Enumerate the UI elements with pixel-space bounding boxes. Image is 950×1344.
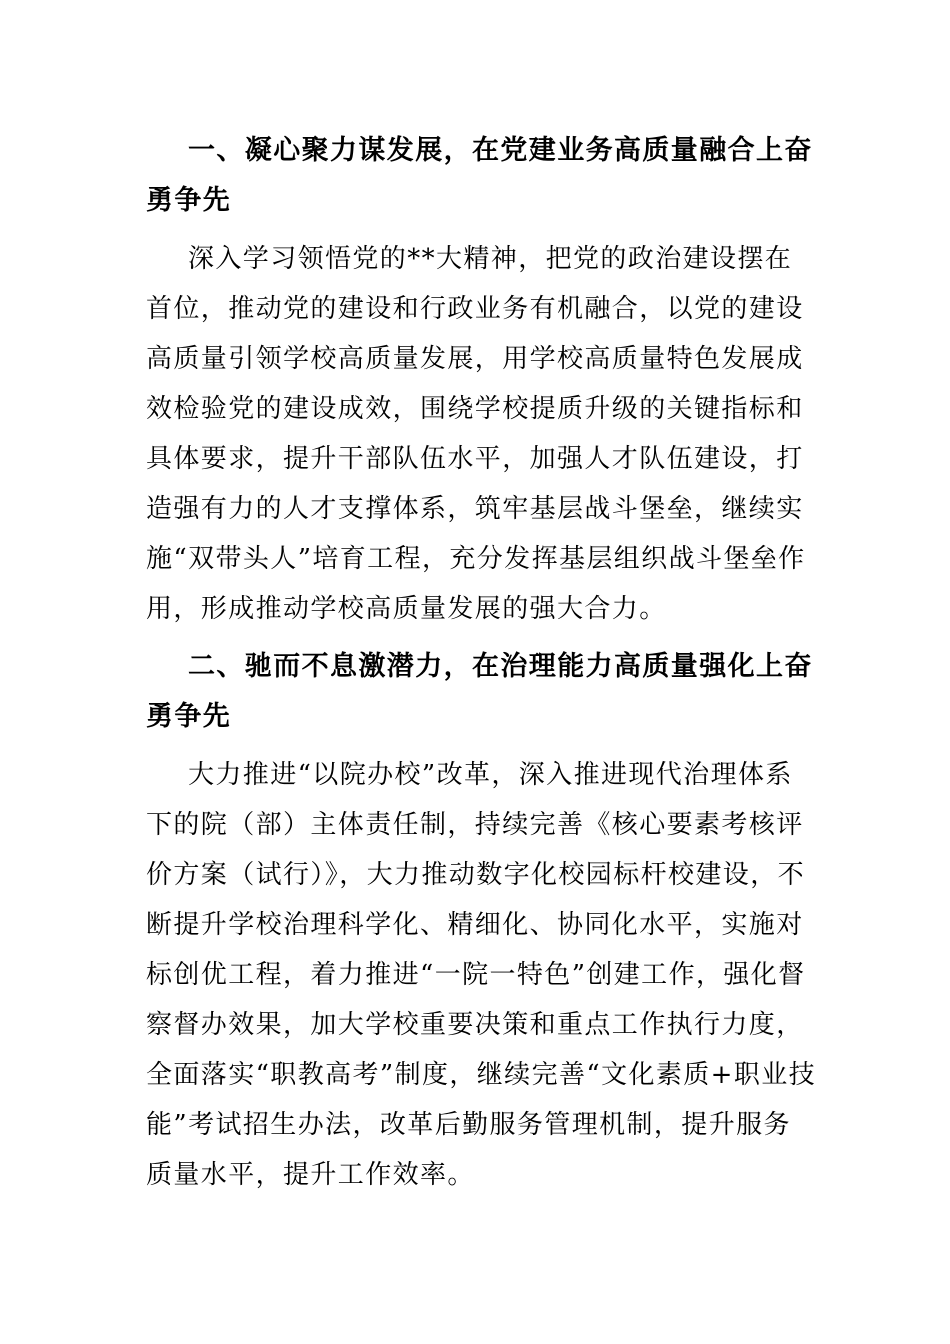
section-2-paragraph: 大力推进“以院办校”改革，深入推进现代治理体系下的院（部）主体责任制，持续完善《核心要素考核评价方案（试行）》，大力推动数字化校园标杆校建设，不断提升学校治理科学化、精细化、协同化水平，实施对标创优工程，着力推进“一院一特色”创建工作，强化督察督办效果，加大学校重要决策和重点工作执行力度，全面落实“职教高考”制度，继续完善“文化素质+职业技能”考试招生办法，改革后勤服务管理机制，提升服务质量水平，提升工作效率。 — [146, 760, 817, 1190]
section-1-paragraph: 深入学习领悟党的**大精神，把党的政治建设摆在首位，推动党的建设和行政业务有机融合，以党的建设高质量引领学校高质量发展，用学校高质量特色发展成效检验党的建设成效，围绕学校提质升级的关键指标和具体要求，提升干部队伍水平，加强人才队伍建设，打造强有力的人才支撑体系，筑牢基层战斗堡垒，继续实施“双带头人”培育工程，充分发挥基层组织战斗堡垒作用，形成推动学校高质量发展的强大合力。 — [146, 244, 806, 624]
spacer — [146, 742, 818, 750]
section-2-heading: 二、驰而不息激潜力，在治理能力高质量强化上奋勇争先 — [146, 651, 813, 732]
spacer — [146, 634, 818, 642]
document-body — [146, 126, 818, 1200]
section-1-heading: 一、凝心聚力谋发展，在党建业务高质量融合上奋勇争先 — [146, 135, 813, 216]
spacer — [146, 226, 818, 234]
